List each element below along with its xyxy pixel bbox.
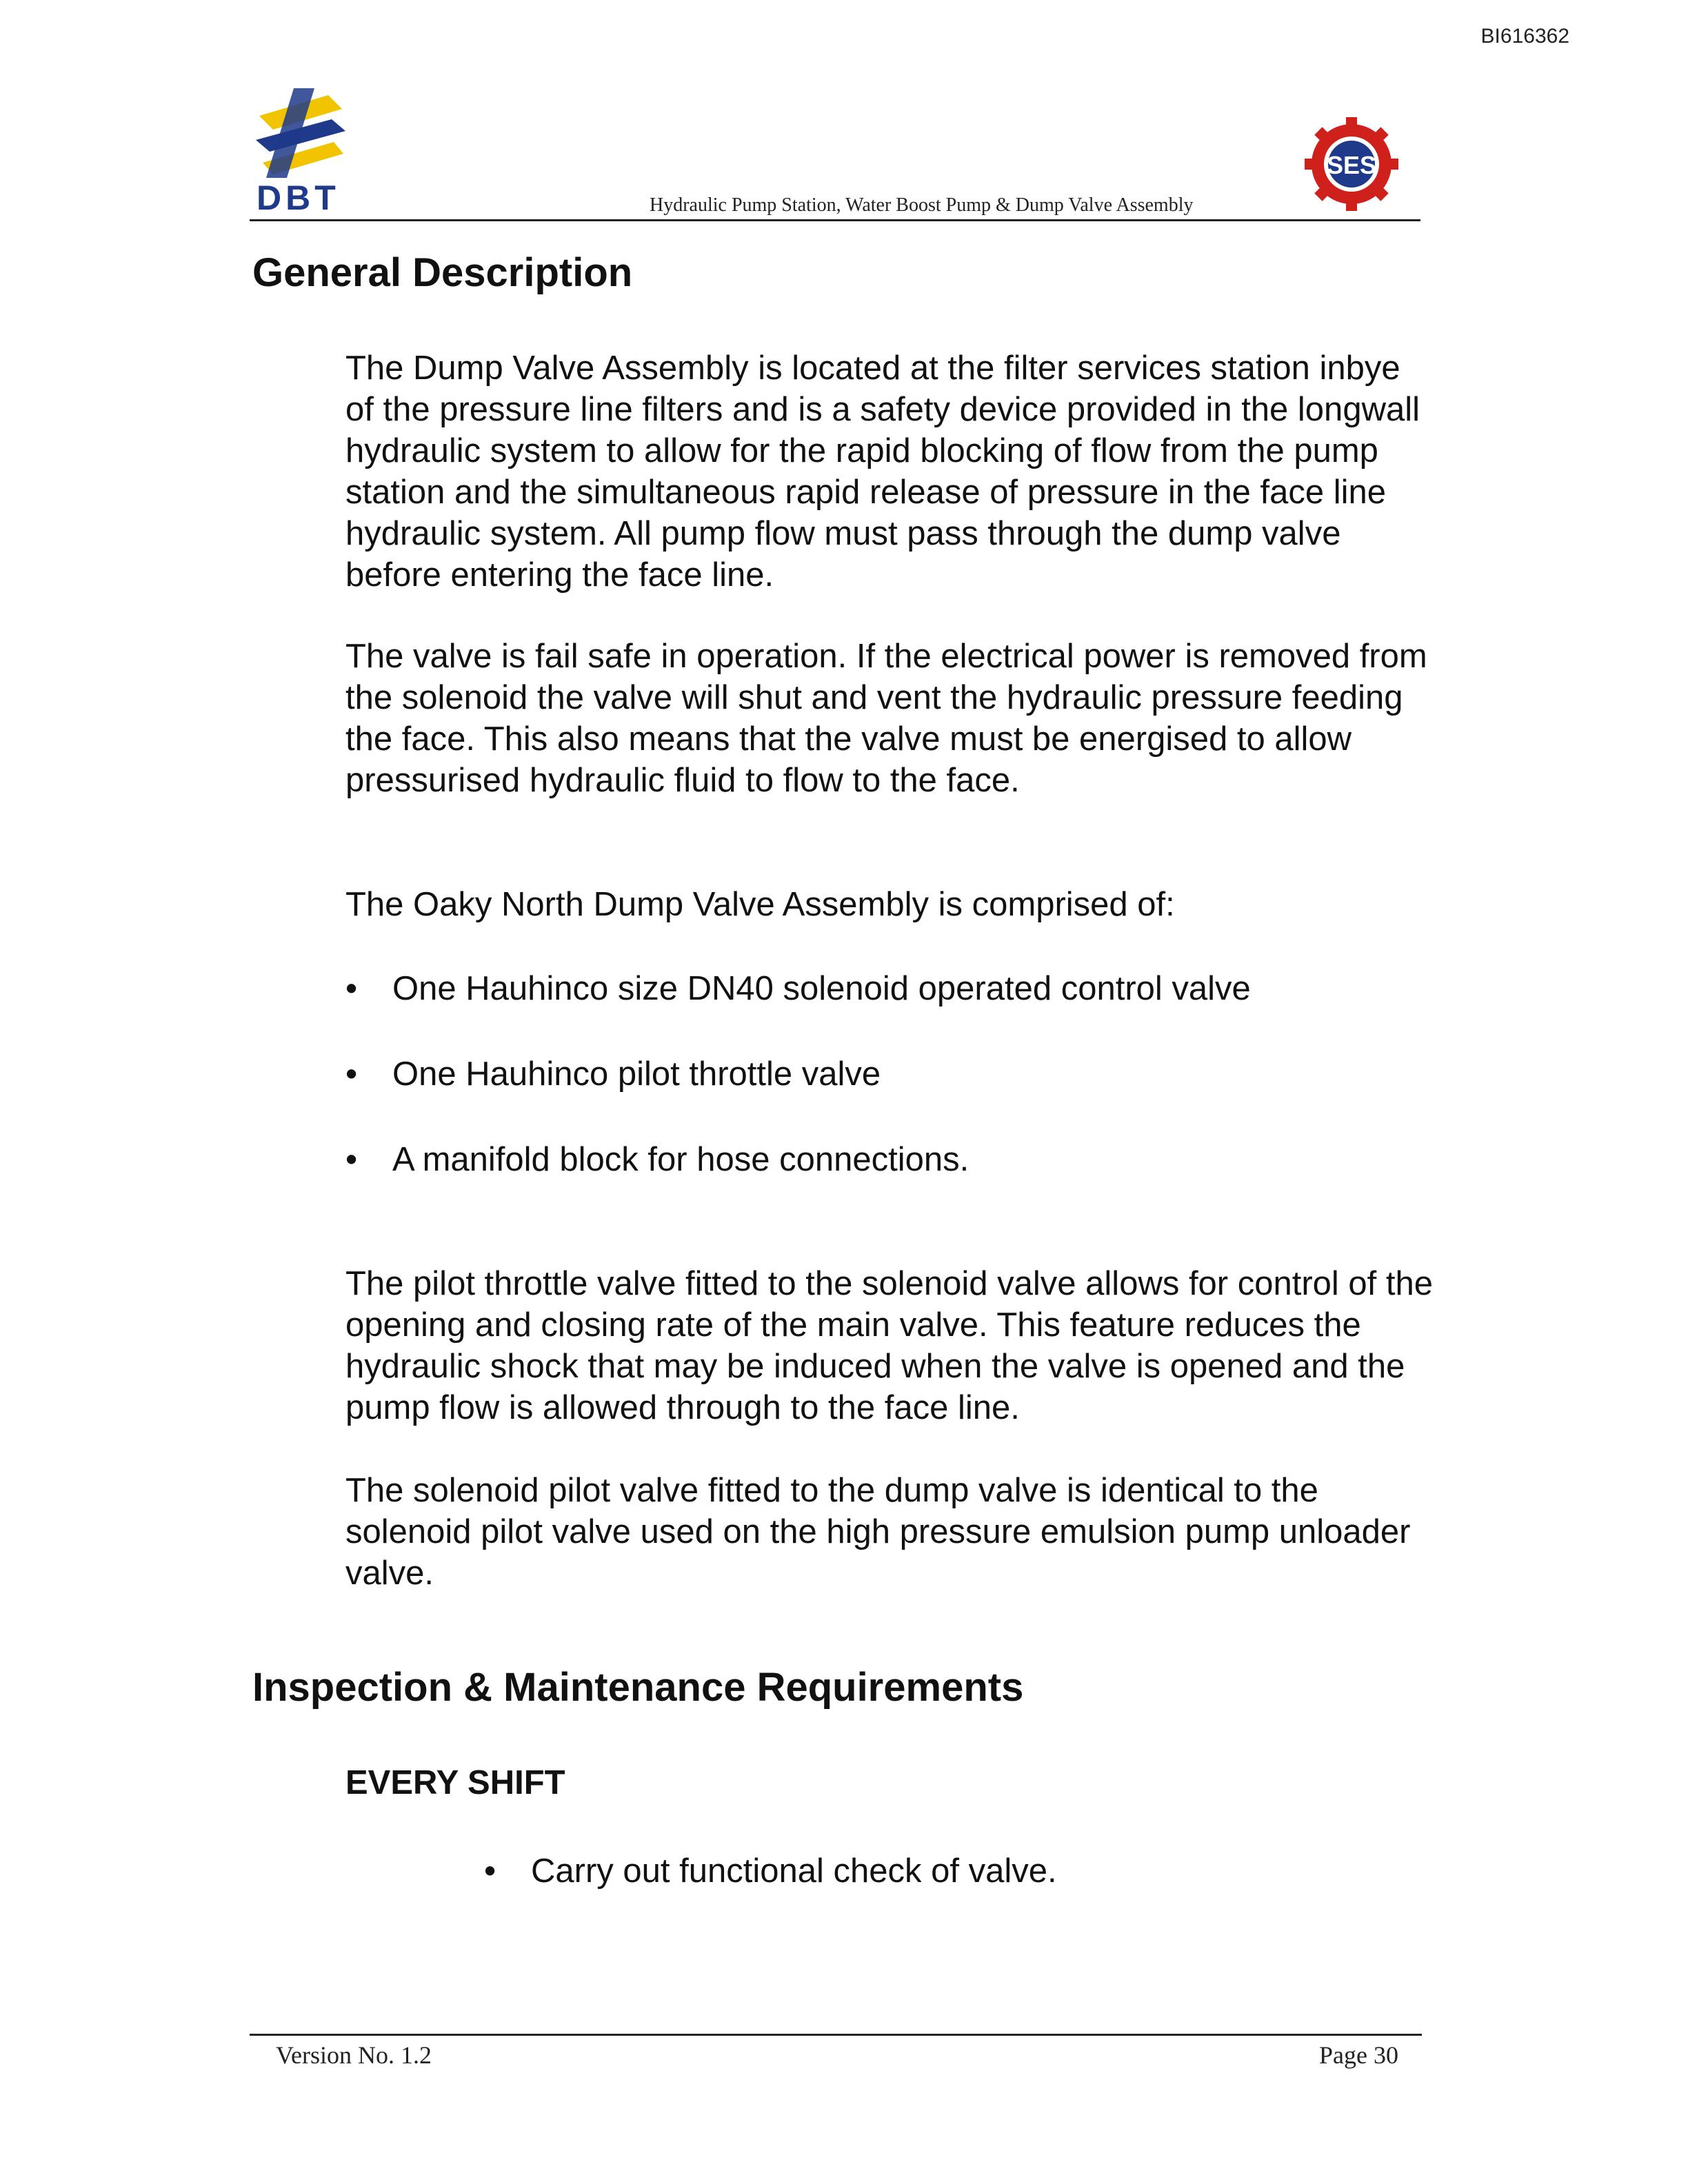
dbt-logo-icon: [252, 88, 349, 178]
list-item: [345, 968, 1251, 1009]
paragraph-comprised-of: The Oaky North Dump Valve Assembly is comprised of:: [345, 886, 1175, 923]
page-header: [250, 88, 1420, 221]
bullet-icon: •: [484, 1852, 496, 1890]
bullet-icon: •: [345, 1055, 358, 1093]
paragraph-location: The Dump Valve Assembly is located at the filter services station inbye of the pressure line filters and is a safety device provided in the longwall hydraulic system to allow for the rapid blocking of flow from the pump station and the simultaneous rapid release of pressure in the face line hydraulic system. All pump flow must pass through the dump valve before entering the face line.: [345, 350, 1420, 594]
subheading-every-shift: EVERY SHIFT: [345, 1764, 565, 1801]
footer-version: Version No. 1.2: [276, 2041, 432, 2069]
bullet-icon: •: [345, 970, 358, 1007]
bullet-icon: •: [345, 1141, 358, 1178]
document-id: BI616362: [1480, 25, 1569, 48]
header-title: Hydraulic Pump Station, Water Boost Pump & Dump Valve Assembly: [650, 194, 1194, 216]
list-item-text: One Hauhinco pilot throttle valve: [392, 1055, 881, 1093]
list-item-text: A manifold block for hose connections.: [392, 1141, 969, 1178]
section-heading-general-description: General Description: [252, 250, 633, 295]
list-item-text: One Hauhinco size DN40 solenoid operated control valve: [392, 970, 1251, 1007]
footer-page-number: Page 30: [1319, 2041, 1398, 2069]
ses-logo-text: SES: [1326, 151, 1377, 179]
ses-gear-logo-icon: [1303, 116, 1400, 212]
list-item: [345, 1139, 969, 1180]
list-item: [345, 1053, 881, 1095]
paragraph-fail-safe: The valve is fail safe in operation. If the electrical power is removed from the solenoid the valve will shut and vent the hydraulic pressure feeding the face. This also means that the valve must be energised to allow pressurised hydraulic fluid to flow to the face.: [345, 638, 1427, 799]
list-item: [484, 1850, 1057, 1892]
footer-divider: [250, 2034, 1422, 2036]
paragraph-solenoid-pilot: The solenoid pilot valve fitted to the dump valve is identical to the solenoid pilot valve used on the high pressure emulsion pump unloader valve.: [345, 1472, 1411, 1592]
section-heading-inspection-maintenance: Inspection & Maintenance Requirements: [252, 1665, 1024, 1710]
ses-logo: [1303, 116, 1400, 212]
dbt-logo: [252, 88, 349, 217]
list-item-text: Carry out functional check of valve.: [531, 1852, 1057, 1890]
paragraph-pilot-throttle: The pilot throttle valve fitted to the solenoid valve allows for control of the opening and closing rate of the main valve. This feature reduces the hydraulic shock that may be induced when the valve is opened and the pump flow is allowed through to the face line.: [345, 1265, 1434, 1426]
dbt-logo-text: DBT: [257, 179, 340, 217]
